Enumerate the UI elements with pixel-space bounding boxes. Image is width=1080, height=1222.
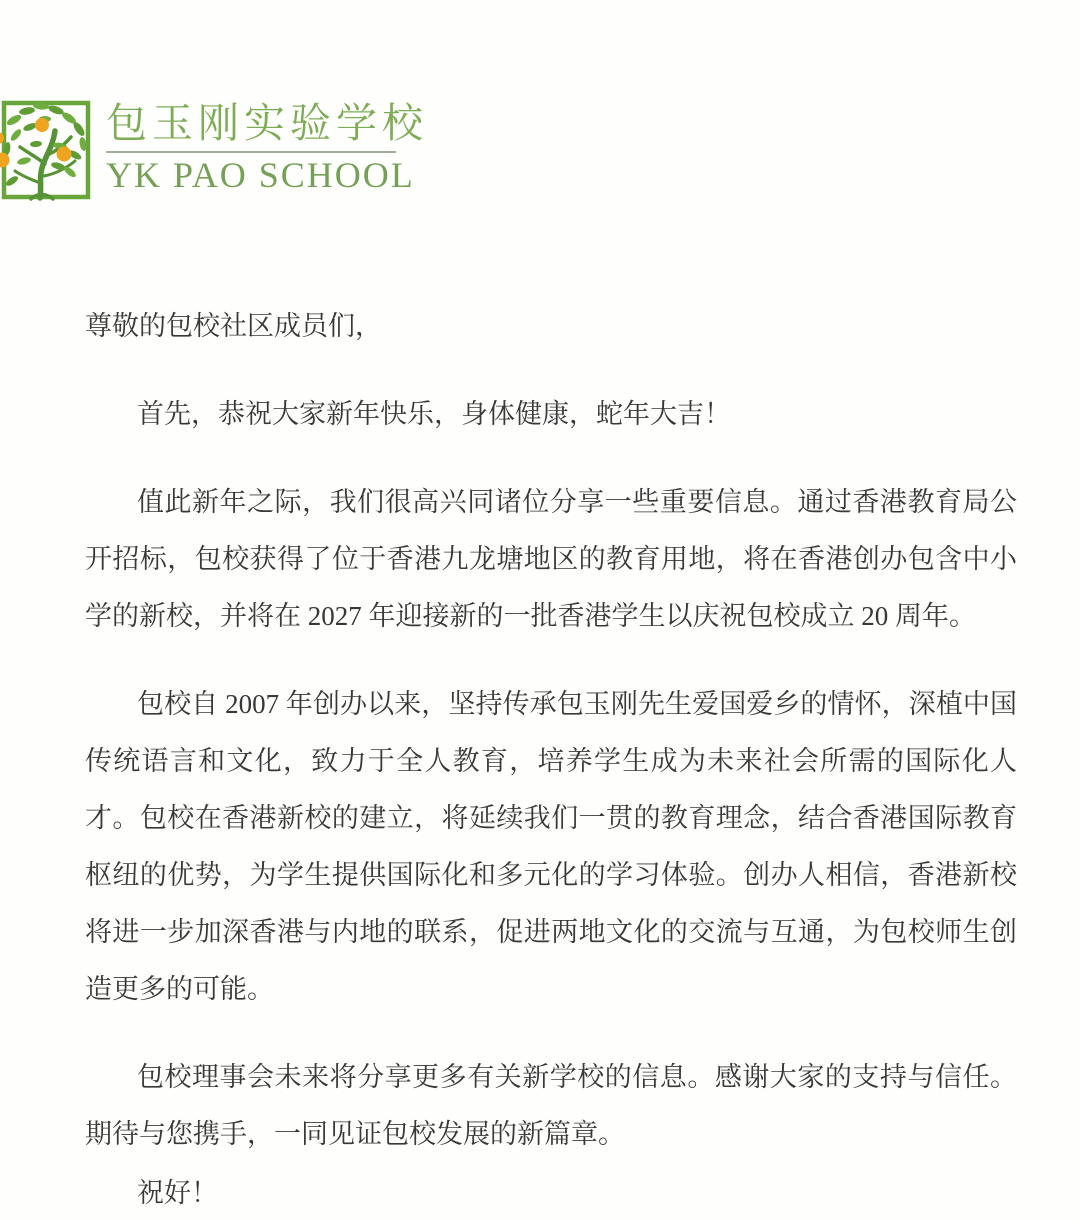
paragraph-greeting: 首先，恭祝大家新年快乐，身体健康，蛇年大吉！ — [137, 399, 731, 429]
school-name-block — [106, 98, 428, 195]
logo-divider — [106, 151, 396, 153]
school-name-english: YK PAO SCHOOL — [106, 155, 415, 195]
school-name-chinese: 包玉刚实验学校 — [106, 100, 428, 146]
letter-body — [85, 298, 1017, 1222]
paragraph-thanks: 包校理事会未来将分享更多有关新学校的信息。感谢大家的支持与信任。期待与您携手，一同见证包校发展的新篇章。 — [85, 1062, 1017, 1149]
paragraph-announcement: 值此新年之际，我们很高兴同诸位分享一些重要信息。通过香港教育局公开招标，包校获得了位于香港九龙塘地区的教育用地，将在香港创办包含中小学的新校，并将在 2027 年迎接新的一批香港学生以庆祝包校成立 20 周年。 — [85, 487, 1017, 631]
paragraph-history: 包校自 2007 年创办以来，坚持传承包玉刚先生爱国爱乡的情怀，深植中国传统语言和文化，致力于全人教育，培养学生成为未来社会所需的国际化人才。包校在香港新校的建立，将延续我们一贯的教育理念，结合香港国际教育枢纽的优势，为学生提供国际化和多元化的学习体验。创办人相信，香港新校将进一步加深香港与内地的联系，促进两地文化的交流与互通，为包校师生创造更多的可能。 — [85, 689, 1017, 1004]
salutation: 尊敬的包校社区成员们， — [85, 311, 382, 341]
closing: 祝好！ — [137, 1178, 218, 1208]
school-tree-logo-icon — [0, 98, 100, 204]
